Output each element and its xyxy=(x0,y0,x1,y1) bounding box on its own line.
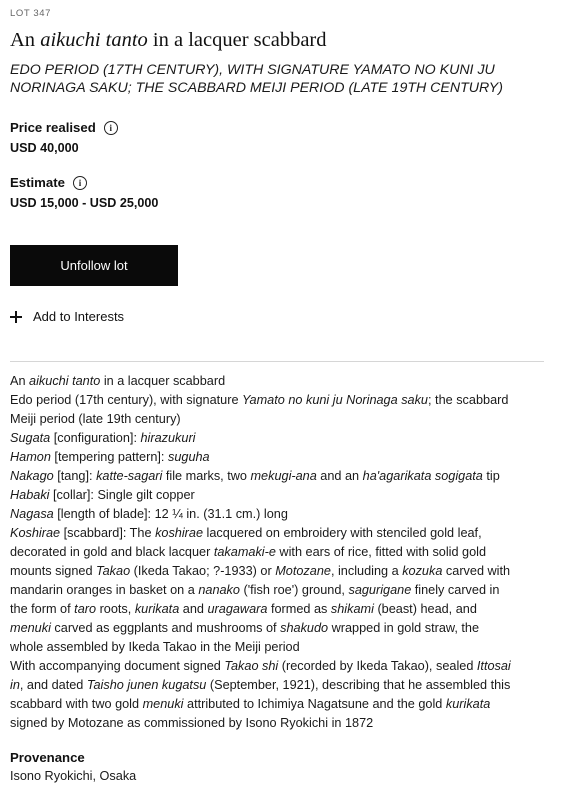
description-term: taro xyxy=(74,602,97,616)
description-term: Takao shi xyxy=(224,659,279,673)
description-term: takamaki-e xyxy=(213,545,276,559)
description-text: (Ikeda Takao; ?-1933) or xyxy=(130,564,276,578)
description-text: (September, 1921), describing that he assembled this xyxy=(206,678,511,692)
description-term: shakudo xyxy=(280,621,329,635)
description-term: katte-sagari xyxy=(96,469,163,483)
description-text: lacquered on embroidery with stenciled gold leaf, xyxy=(203,526,482,540)
info-icon[interactable]: i xyxy=(73,176,87,190)
description-text: file marks, two xyxy=(162,469,251,483)
lot-description xyxy=(10,372,555,733)
description-text: Edo period (17th century), with signature xyxy=(10,393,243,407)
description-text: roots, xyxy=(96,602,135,616)
description-text: With accompanying document signed xyxy=(10,659,225,673)
description-line xyxy=(10,676,555,695)
description-term: menuki xyxy=(10,621,51,635)
description-term: Taisho junen kugatsu xyxy=(86,678,207,692)
divider xyxy=(10,361,544,362)
description-term: kurikata xyxy=(134,602,180,616)
description-term: Nagasa xyxy=(10,507,54,521)
lot-title-prefix: An xyxy=(10,29,36,51)
description-term: Nakago xyxy=(10,469,54,483)
description-term: sagurigane xyxy=(348,583,412,597)
description-text: Meiji period (late 19th century) xyxy=(10,412,181,426)
description-line xyxy=(10,372,555,391)
description-term: suguha xyxy=(167,450,210,464)
description-term: Koshirae xyxy=(10,526,61,540)
description-term: mekugi-ana xyxy=(250,469,317,483)
description-term: uragawara xyxy=(207,602,268,616)
description-text: ; the scabbard xyxy=(428,393,509,407)
description-term: Motozane xyxy=(275,564,331,578)
info-icon[interactable]: i xyxy=(104,121,118,135)
provenance-label: Provenance xyxy=(10,750,85,765)
description-text: [tang]: xyxy=(53,469,97,483)
description-text: [scabbard]: The xyxy=(60,526,156,540)
provenance-value: Isono Ryokichi, Osaka xyxy=(10,769,137,783)
description-term: menuki xyxy=(142,697,184,711)
description-text: in a lacquer scabbard xyxy=(100,374,226,388)
description-term: Takao xyxy=(96,564,131,578)
description-text: [length of blade]: 12 ¼ in. (31.1 cm.) long xyxy=(53,507,288,521)
description-line xyxy=(10,600,555,619)
description-text: and xyxy=(179,602,208,616)
lot-subtitle-line: EDO PERIOD (17TH CENTURY), WITH SIGNATURE YAMATO NO KUNI JU xyxy=(10,62,495,78)
description-line xyxy=(10,695,555,714)
description-term: nanako xyxy=(198,583,240,597)
lot-title xyxy=(10,28,327,52)
description-text: formed as xyxy=(267,602,331,616)
description-line xyxy=(10,429,555,448)
description-term: in xyxy=(10,678,20,692)
description-text: ('fish roe') ground, xyxy=(239,583,349,597)
description-term: shikami xyxy=(330,602,374,616)
description-text: tip xyxy=(482,469,500,483)
estimate-value: USD 15,000 - USD 25,000 xyxy=(10,196,159,210)
description-text: signed by Motozane as commissioned by Isono Ryokichi in 1872 xyxy=(10,716,374,730)
description-text: and an xyxy=(316,469,363,483)
description-line xyxy=(10,714,555,733)
description-line xyxy=(10,505,555,524)
description-text: the form of xyxy=(10,602,75,616)
description-line xyxy=(10,448,555,467)
description-term: kozuka xyxy=(402,564,443,578)
description-line xyxy=(10,467,555,486)
description-text: (recorded by Ikeda Takao), sealed xyxy=(278,659,477,673)
unfollow-lot-button[interactable]: Unfollow lot xyxy=(10,245,178,286)
description-line xyxy=(10,391,555,410)
description-text: mandarin oranges in basket on a xyxy=(10,583,199,597)
description-term: Habaki xyxy=(10,488,50,502)
description-line xyxy=(10,638,555,657)
description-text: wrapped in gold straw, the xyxy=(328,621,480,635)
description-text: carved as eggplants and mushrooms of xyxy=(50,621,281,635)
description-term: ha'agarikata sogigata xyxy=(362,469,483,483)
price-realised-value: USD 40,000 xyxy=(10,141,79,155)
description-text: finely carved in xyxy=(411,583,500,597)
plus-icon xyxy=(10,311,22,323)
estimate-label: Estimate i xyxy=(10,175,87,190)
lot-title-italic: aikuchi tanto xyxy=(40,29,148,51)
description-text: carved with xyxy=(442,564,511,578)
description-term: Hamon xyxy=(10,450,51,464)
description-text: An xyxy=(10,374,30,388)
description-line xyxy=(10,524,555,543)
description-text: [collar]: Single gilt copper xyxy=(49,488,195,502)
description-term: Ittosai xyxy=(476,659,511,673)
description-term: koshirae xyxy=(155,526,204,540)
add-to-interests-label: Add to Interests xyxy=(33,309,125,324)
description-text: attributed to Ichimiya Nagatsune and the gold xyxy=(183,697,446,711)
description-text: [configuration]: xyxy=(50,431,141,445)
description-term: Sugata xyxy=(10,431,51,445)
description-text: decorated in gold and black lacquer xyxy=(10,545,214,559)
description-line xyxy=(10,562,555,581)
description-term: hirazukuri xyxy=(140,431,196,445)
description-text: with ears of rice, fitted with solid gold xyxy=(275,545,487,559)
description-line xyxy=(10,486,555,505)
price-realised-label: Price realised i xyxy=(10,120,118,135)
description-line xyxy=(10,619,555,638)
description-line xyxy=(10,581,555,600)
description-text: , including a xyxy=(330,564,403,578)
lot-subtitle-line: NORINAGA SAKU; THE SCABBARD MEIJI PERIOD (LATE 19TH CENTURY) xyxy=(10,80,503,96)
description-line xyxy=(10,657,555,676)
description-text: (beast) head, and xyxy=(373,602,477,616)
description-text: scabbard with two gold xyxy=(10,697,143,711)
description-term: aikuchi tanto xyxy=(29,374,101,388)
lot-subtitle xyxy=(10,61,555,97)
lot-number: LOT 347 xyxy=(10,8,51,19)
description-text: whole assembled by Ikeda Takao in the Meiji period xyxy=(10,640,300,654)
description-term: kurikata xyxy=(445,697,491,711)
description-text: [tempering pattern]: xyxy=(50,450,168,464)
description-term: Yamato no kuni ju Norinaga saku xyxy=(242,393,428,407)
description-line xyxy=(10,410,555,429)
description-text: , and dated xyxy=(19,678,87,692)
description-line xyxy=(10,543,555,562)
description-text: mounts signed xyxy=(10,564,97,578)
lot-title-suffix: in a lacquer scabbard xyxy=(152,29,327,51)
add-to-interests-button[interactable] xyxy=(10,309,124,324)
